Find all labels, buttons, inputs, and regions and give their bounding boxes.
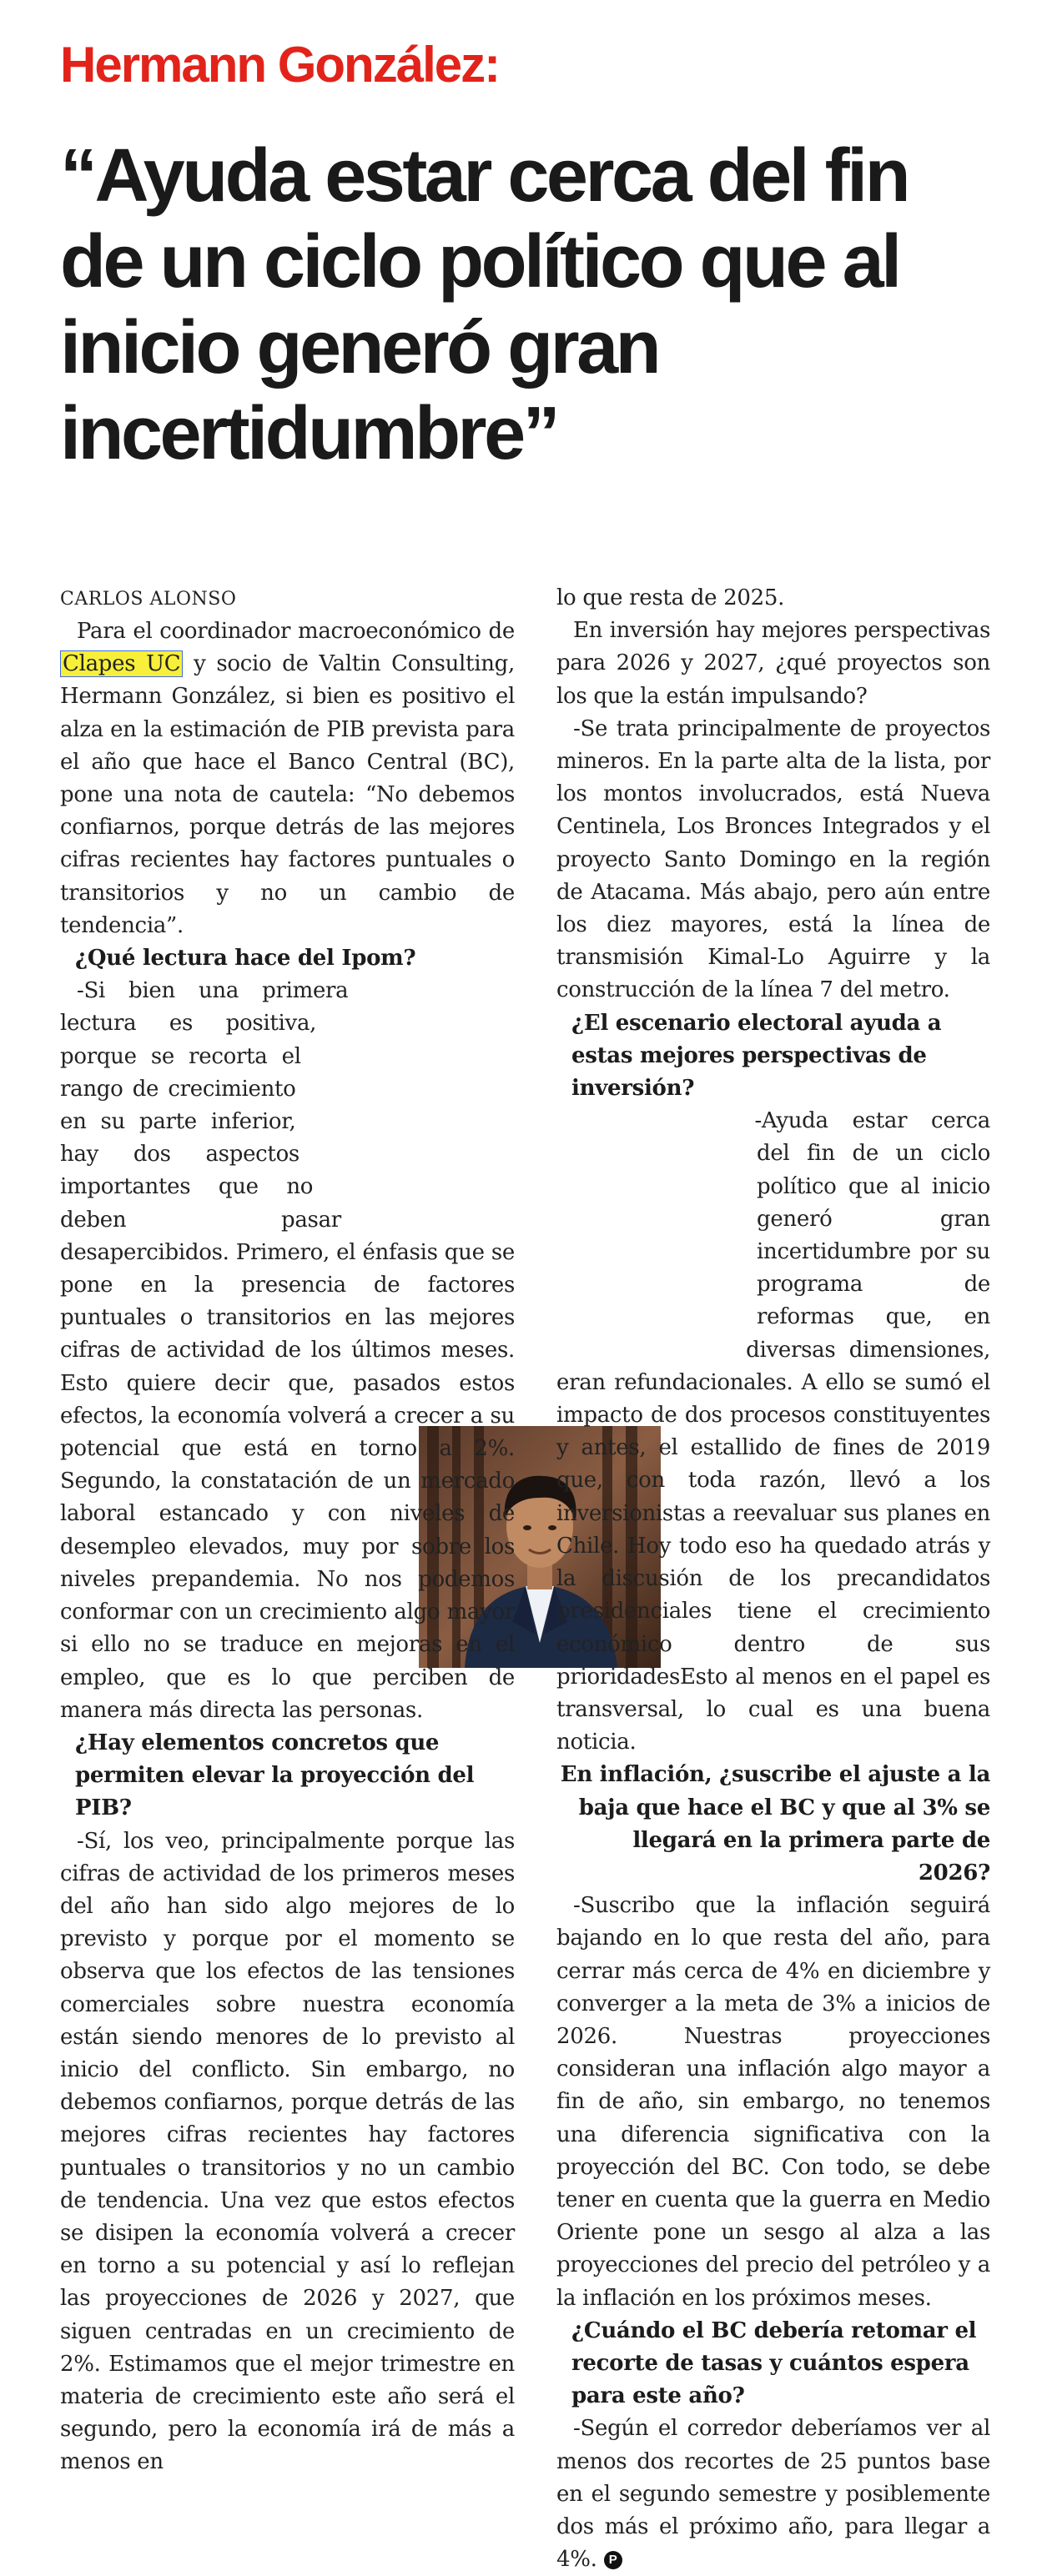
right-column: [556, 582, 990, 2576]
question-5: En inflación, ¿suscribe el ajuste a la baja que hace el BC y que al 3% se llegará en la primera parte de 2026?: [560, 1762, 990, 1886]
kicker-name: Hermann González:: [60, 37, 500, 93]
answer-6: -Según el corredor deberíamos ver al menos dos recortes de 25 puntos base en el segundo semestre y posiblemente dos más el próximo año, para llegar a 4%. P: [556, 2416, 990, 2573]
answer-1: -Si bien una primera lectura es positiva, porque se recorta el rango de crecimiento en su parte inferior, hay dos aspectos importantes que no deben pasar desapercibidos. Primero, el énfasis que se pone en la presencia de factores puntuales o transitorios en las mejores cifras de actividad de los últimos meses. Esto quiere decir que, pasados estos efectos, la economía volverá a crecer a su potencial que está en torno a 2%. Segundo, la constatación de un mercado laboral estancado y con niveles de desempleo elevados, muy por sobre los niveles prepandemia. No nos podemos conformar con un crecimiento algo mayor si ello no se traduce en mejoras en el empleo, que es lo que perciben de manera más directa las personas.: [60, 978, 515, 1723]
intro-paragraph: Para el coordinador macroeconómico de Clapes UC y socio de Valtin Consulting, Hermann González, si bien es positivo el alza en la estimación de PIB prevista para el año que hace el Banco Central (BC), pone una nota de cautela: “No debemos confiarnos, porque detrás de las mejores cifras recientes hay factores puntuales o transitorios y no un cambio de tendencia”.: [60, 619, 515, 938]
question-3: En inversión hay mejores perspectivas para 2026 y 2027, ¿qué proyectos son los que la están impulsando?: [556, 618, 990, 709]
answer-5: -Suscribo que la inflación seguirá bajando en lo que resta del año, para cerrar más cerca de 4% en diciembre y converger a la meta de 3% a inicios de 2026. Nuestras proyecciones consideran una inflación algo mayor a fin de año, sin embargo, no tenemos una diferencia significativa con la proyección del BC. Con todo, se debe tener en cuenta que la guerra en Medio Oriente pone un sesgo al alza a las proyecciones del precio del petróleo y a la inflación en los próximos meses.: [556, 1893, 990, 2311]
question-2: ¿Hay elementos concretos que permiten elevar la proyección del PIB?: [75, 1730, 475, 1821]
answer-3: -Se trata principalmente de proyectos mineros. En la parte alta de la lista, por los montos involucrados, está Nueva Centinela, Los Bronces Integrados y el proyecto Santo Domingo en la región de Atacama. Más abajo, pero aún entre los diez mayores, está la línea de transmisión Kimal-Lo Aguirre y la construcción de la línea 7 del metro.: [556, 716, 990, 1003]
end-mark-icon: P: [604, 2551, 622, 2569]
question-1: ¿Qué lectura hace del Ipom?: [75, 946, 416, 972]
byline: CARLOS ALONSO: [60, 589, 237, 610]
left-column: [60, 584, 515, 2479]
answer-2: -Sí, los veo, principalmente porque las cifras de actividad de los primeros meses del año han sido algo mejores de lo previsto y porque por el momento se observa que los efectos de las tensiones comerciales sobre nuestra economía están siendo menores de lo previsto al inicio del conflicto. Sin embargo, no debemos confiarnos, porque detrás de las mejores cifras recientes hay factores puntuales o transitorios y no un cambio de tendencia. Una vez que estos efectos se disipen la economía volverá a crecer en torno a su potencial y así lo reflejan las proyecciones de 2026 y 2027, que siguen centradas en un crecimiento de 2%. Estimamos que el mejor trimestre en materia de crecimiento este año será el segundo, pero la economía irá de más a menos en: [60, 1828, 515, 2475]
highlighted-term: Clapes UC: [60, 650, 183, 677]
question-6: ¿Cuándo el BC debería retomar el recorte de tasas y cuántos espera para este año?: [571, 2317, 977, 2409]
question-4: ¿El escenario electoral ayuda a estas mejores perspectivas de inversión?: [571, 1010, 942, 1102]
answer-2-continued: lo que resta de 2025.: [556, 585, 785, 610]
answer-4: -Ayuda estar cerca del fin de un ciclo político que al inicio generó gran incertidumbre por su programa de reformas que, en diversas dimensiones, eran refundacionales. A ello se sumó el impacto de dos procesos constituyentes y antes, el estallido de fines de 2019 que, con toda razón, llevó a los inversionistas a reevaluar sus planes en Chile. Hoy todo eso ha quedado atrás y la discusión de los precandidatos presidenciales tiene el crecimiento económico dentro de sus prioridadesEsto al menos en el papel es transversal, lo cual es una buena noticia.: [556, 1108, 990, 1755]
headline: “Ayuda estar cerca del fin de un ciclo político que al inicio generó gran incertidumbre”: [60, 134, 909, 475]
